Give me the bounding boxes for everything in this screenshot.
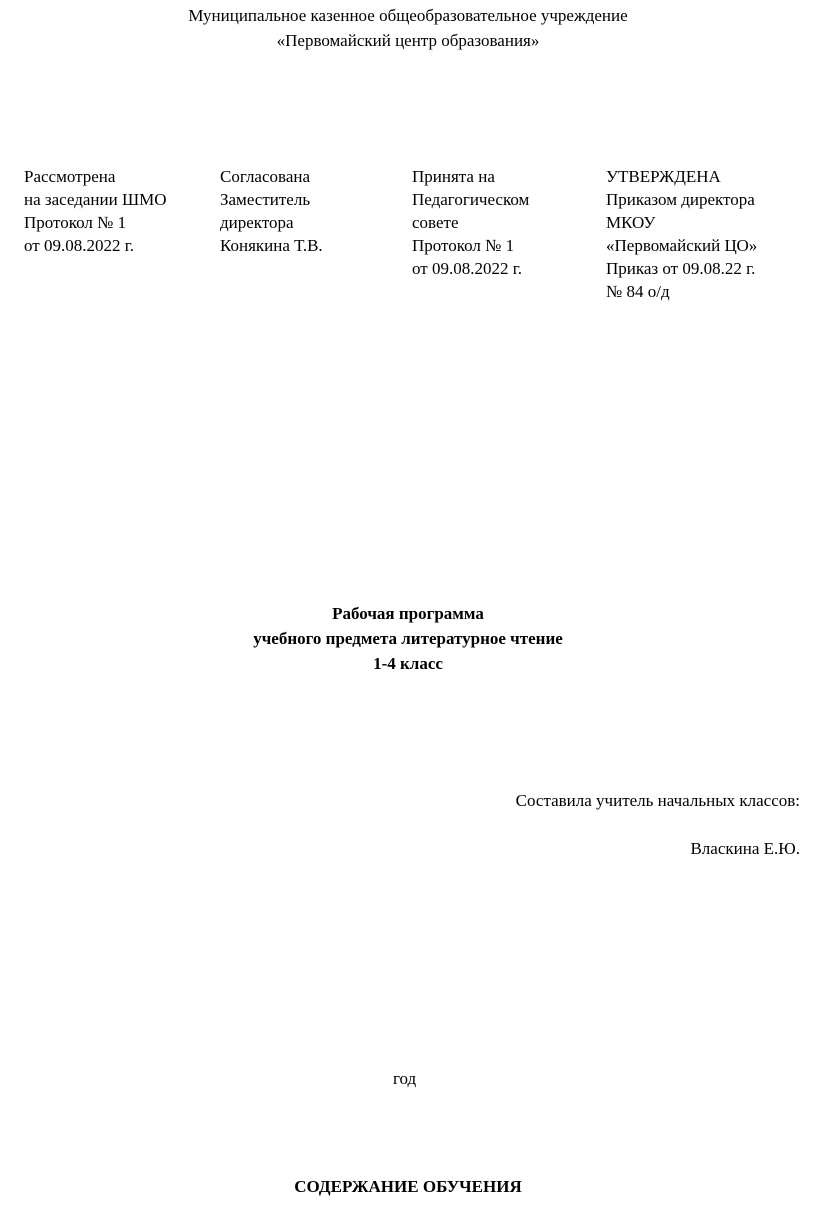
approval-adopted-line: Протокол № 1 — [412, 236, 515, 255]
approval-approved-line: Приказ от 09.08.22 г. — [606, 259, 756, 278]
approval-reviewed-line: на заседании ШМО — [24, 190, 167, 209]
author-name: Власкина Е.Ю. — [690, 839, 800, 858]
program-title-line1: Рабочая программа — [332, 604, 484, 623]
approval-approved-line: «Первомайский ЦО» — [606, 236, 758, 255]
approval-adopted — [412, 165, 529, 280]
year-label: год — [393, 1069, 417, 1088]
approval-reviewed-line: Рассмотрена — [24, 167, 116, 186]
program-title-line2: учебного предмета литературное чтение — [253, 629, 563, 648]
approval-adopted-line: Педагогическом — [412, 190, 530, 209]
institution-name-line2: «Первомайский центр образования» — [276, 31, 540, 50]
approval-reviewed — [24, 165, 167, 257]
institution-name-line1: Муниципальное казенное общеобразовательное учреждение — [188, 6, 628, 25]
approval-reviewed-line: от 09.08.2022 г. — [24, 236, 135, 255]
approval-agreed-line: Согласована — [220, 167, 311, 186]
approval-adopted-line: от 09.08.2022 г. — [412, 259, 523, 278]
approval-agreed-line: Конякина Т.В. — [220, 236, 323, 255]
author-role: Составила учитель начальных классов: — [515, 791, 800, 810]
approval-approved-line: МКОУ — [606, 213, 656, 232]
approval-reviewed-line: Протокол № 1 — [24, 213, 127, 232]
approval-adopted-line: Принята на — [412, 167, 495, 186]
approval-agreed-line: директора — [220, 213, 294, 232]
approval-approved-line: УТВЕРЖДЕНА — [606, 167, 721, 186]
approval-adopted-line: совете — [412, 213, 459, 232]
approval-approved — [606, 165, 757, 303]
approval-agreed — [220, 165, 323, 257]
approval-agreed-line: Заместитель — [220, 190, 311, 209]
approval-approved-line: Приказом директора — [606, 190, 755, 209]
approval-approved-line: № 84 о/д — [606, 282, 670, 301]
program-title-line3: 1-4 класс — [373, 654, 443, 673]
section-heading: СОДЕРЖАНИЕ ОБУЧЕНИЯ — [294, 1177, 522, 1196]
